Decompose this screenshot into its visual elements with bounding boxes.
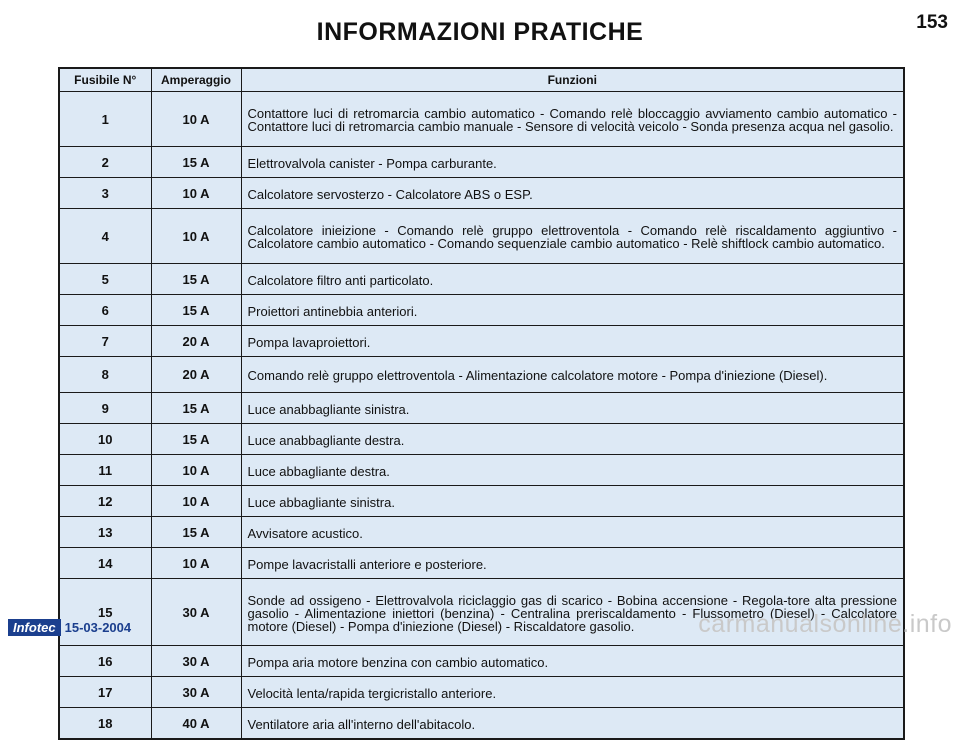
fuse-functions: Elettrovalvola canister - Pompa carburante. bbox=[241, 147, 904, 178]
fuse-amperage: 30 A bbox=[151, 646, 241, 677]
fuse-number: 2 bbox=[59, 147, 151, 178]
fuse-number: 7 bbox=[59, 326, 151, 357]
fuse-number: 18 bbox=[59, 708, 151, 740]
table-row bbox=[59, 357, 904, 393]
fuse-number: 10 bbox=[59, 424, 151, 455]
fuse-amperage: 15 A bbox=[151, 295, 241, 326]
fuse-functions: Calcolatore filtro anti particolato. bbox=[241, 264, 904, 295]
fuse-number: 13 bbox=[59, 517, 151, 548]
fuse-functions: Ventilatore aria all'interno dell'abitacolo. bbox=[241, 708, 904, 740]
fuse-functions: Calcolatore servosterzo - Calcolatore ABS o ESP. bbox=[241, 178, 904, 209]
fuse-amperage: 10 A bbox=[151, 486, 241, 517]
fuse-functions: Pompe lavacristalli anteriore e posteriore. bbox=[241, 548, 904, 579]
fuse-amperage: 15 A bbox=[151, 147, 241, 178]
fuse-functions: Pompa lavaproiettori. bbox=[241, 326, 904, 357]
footer bbox=[8, 619, 131, 636]
fuse-amperage: 30 A bbox=[151, 677, 241, 708]
fuse-number: 12 bbox=[59, 486, 151, 517]
page-number: 153 bbox=[916, 12, 948, 33]
fuse-functions: Pompa aria motore benzina con cambio automatico. bbox=[241, 646, 904, 677]
fuse-functions: Luce anabbagliante sinistra. bbox=[241, 393, 904, 424]
fuse-number: 4 bbox=[59, 209, 151, 264]
fuse-amperage: 10 A bbox=[151, 92, 241, 147]
table-row bbox=[59, 424, 904, 455]
fuse-amperage: 10 A bbox=[151, 548, 241, 579]
table-row bbox=[59, 147, 904, 178]
header-fuse-number: Fusibile N° bbox=[59, 68, 151, 92]
table-row bbox=[59, 295, 904, 326]
fuse-number: 3 bbox=[59, 178, 151, 209]
fuse-functions: Velocità lenta/rapida tergicristallo anteriore. bbox=[241, 677, 904, 708]
print-date: 15-03-2004 bbox=[64, 620, 132, 635]
table-row bbox=[59, 264, 904, 295]
fuse-number: 11 bbox=[59, 455, 151, 486]
table-row bbox=[59, 455, 904, 486]
infotec-logo: Infotec bbox=[8, 619, 61, 636]
fuse-amperage: 15 A bbox=[151, 264, 241, 295]
fuse-amperage: 15 A bbox=[151, 424, 241, 455]
table-row bbox=[59, 209, 904, 264]
table-row bbox=[59, 708, 904, 740]
fuse-functions: Contattore luci di retromarcia cambio automatico - Comando relè bloccaggio avviamento cambio automatico - Contattore luci di retromarcia cambio manuale - Sensore di velocità veicolo - Sonda presenza acqua nel gasolio. bbox=[241, 92, 904, 147]
table-row bbox=[59, 517, 904, 548]
fuse-number: 9 bbox=[59, 393, 151, 424]
fuse-number: 1 bbox=[59, 92, 151, 147]
table-row bbox=[59, 178, 904, 209]
fuse-number: 15 bbox=[59, 579, 151, 646]
fuse-table bbox=[58, 67, 905, 740]
watermark: carmanualsonline.info bbox=[698, 610, 952, 638]
fuse-number: 8 bbox=[59, 357, 151, 393]
fuse-functions: Proiettori antinebbia anteriori. bbox=[241, 295, 904, 326]
table-row bbox=[59, 677, 904, 708]
table-row bbox=[59, 92, 904, 147]
header-amperage: Amperaggio bbox=[151, 68, 241, 92]
fuse-number: 6 bbox=[59, 295, 151, 326]
page-title: INFORMAZIONI PRATICHE bbox=[316, 18, 644, 46]
fuse-functions: Calcolatore inieizione - Comando relè gruppo elettroventola - Comando relè riscaldamento aggiuntivo - Calcolatore cambio automatico - Comando sequenziale cambio automatico - Relè shiftlock cambio automatico. bbox=[241, 209, 904, 264]
fuse-functions: Luce abbagliante destra. bbox=[241, 455, 904, 486]
table-row bbox=[59, 646, 904, 677]
fuse-number: 17 bbox=[59, 677, 151, 708]
fuse-amperage: 10 A bbox=[151, 178, 241, 209]
table-row bbox=[59, 548, 904, 579]
fuse-functions: Luce abbagliante sinistra. bbox=[241, 486, 904, 517]
fuse-amperage: 20 A bbox=[151, 357, 241, 393]
fuse-number: 16 bbox=[59, 646, 151, 677]
table-row bbox=[59, 326, 904, 357]
fuse-amperage: 20 A bbox=[151, 326, 241, 357]
fuse-amperage: 30 A bbox=[151, 579, 241, 646]
fuse-functions: Comando relè gruppo elettroventola - Alimentazione calcolatore motore - Pompa d'iniezione (Diesel). bbox=[241, 357, 904, 393]
fuse-amperage: 40 A bbox=[151, 708, 241, 740]
header-functions: Funzioni bbox=[241, 68, 904, 92]
fuse-number: 14 bbox=[59, 548, 151, 579]
table-row bbox=[59, 486, 904, 517]
fuse-number: 5 bbox=[59, 264, 151, 295]
fuse-amperage: 15 A bbox=[151, 517, 241, 548]
fuse-amperage: 10 A bbox=[151, 455, 241, 486]
fuse-functions: Avvisatore acustico. bbox=[241, 517, 904, 548]
table-header-row bbox=[59, 68, 904, 92]
fuse-amperage: 10 A bbox=[151, 209, 241, 264]
fuse-table-container bbox=[58, 67, 903, 740]
fuse-functions: Luce anabbagliante destra. bbox=[241, 424, 904, 455]
fuse-amperage: 15 A bbox=[151, 393, 241, 424]
table-row bbox=[59, 393, 904, 424]
fuse-functions: Sonde ad ossigeno - Elettrovalvola riciclaggio gas di scarico - Bobina accensione - Regola-tore alta pressione gasolio - Alimentazione iniettori (benzina) - Centralina preriscaldamento - Flussometro (Diesel) - Calcolatore motore (Diesel) - Pompa d'iniezione (Diesel) - Riscaldatore gasolio. bbox=[241, 579, 904, 646]
